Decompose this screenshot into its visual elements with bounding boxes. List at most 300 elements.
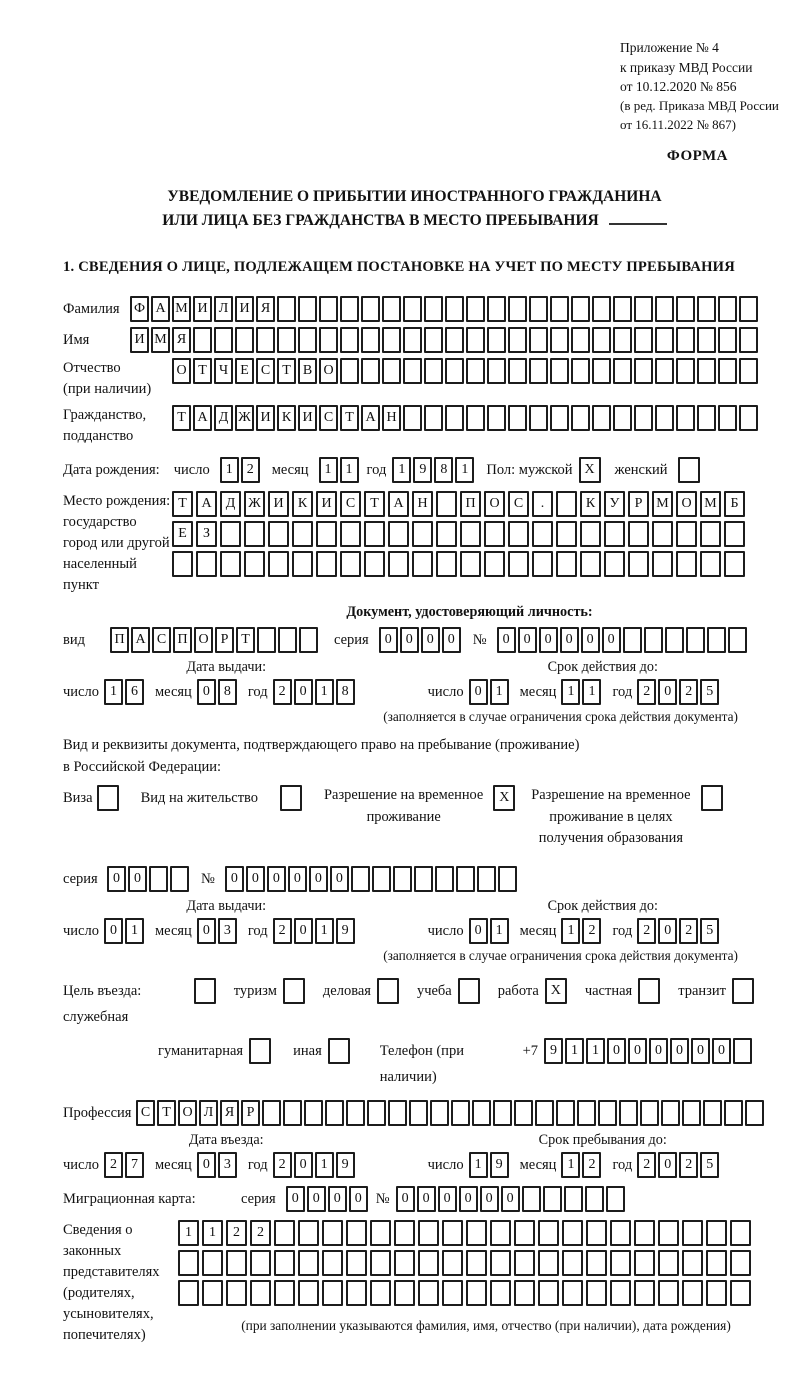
char-cell[interactable] — [700, 521, 721, 547]
char-cell[interactable] — [634, 327, 653, 353]
char-cell[interactable]: 0 — [518, 627, 537, 653]
char-cell[interactable] — [322, 1250, 343, 1276]
char-cell[interactable] — [346, 1100, 365, 1126]
char-cell[interactable]: 0 — [670, 1038, 689, 1064]
char-cell[interactable] — [235, 327, 254, 353]
char-cell[interactable] — [613, 358, 632, 384]
char-cell[interactable] — [214, 327, 233, 353]
char-cell[interactable] — [277, 327, 296, 353]
char-cell[interactable] — [529, 405, 548, 431]
char-cell[interactable] — [466, 1220, 487, 1246]
char-cell[interactable] — [508, 327, 527, 353]
char-cell[interactable] — [718, 327, 737, 353]
char-cell[interactable]: 0 — [197, 1152, 216, 1178]
char-cell[interactable] — [414, 866, 433, 892]
char-cell[interactable] — [487, 405, 506, 431]
char-cell[interactable]: Т — [277, 358, 296, 384]
char-cell[interactable] — [598, 1100, 617, 1126]
char-cell[interactable] — [304, 1100, 323, 1126]
char-cell[interactable] — [676, 296, 695, 322]
char-cell[interactable] — [412, 551, 433, 577]
char-cell[interactable] — [592, 327, 611, 353]
char-cell[interactable] — [634, 1280, 655, 1306]
char-cell[interactable]: 3 — [218, 1152, 237, 1178]
char-cell[interactable] — [250, 1280, 271, 1306]
char-cell[interactable] — [292, 551, 313, 577]
char-cell[interactable]: П — [110, 627, 129, 653]
char-cell[interactable] — [730, 1220, 751, 1246]
char-cell[interactable] — [508, 551, 529, 577]
char-cell[interactable]: 9 — [336, 918, 355, 944]
char-cell[interactable] — [564, 1186, 583, 1212]
char-cell[interactable]: 6 — [125, 679, 144, 705]
char-cell[interactable] — [529, 296, 548, 322]
char-cell[interactable]: 0 — [459, 1186, 478, 1212]
char-cell[interactable] — [250, 1250, 271, 1276]
char-cell[interactable] — [268, 521, 289, 547]
char-cell[interactable] — [739, 358, 758, 384]
char-cell[interactable] — [535, 1100, 554, 1126]
char-cell[interactable]: . — [532, 491, 553, 517]
char-cell[interactable] — [490, 1220, 511, 1246]
char-cell[interactable] — [466, 405, 485, 431]
char-cell[interactable]: 0 — [628, 1038, 647, 1064]
char-cell[interactable] — [340, 551, 361, 577]
char-cell[interactable] — [382, 358, 401, 384]
other-checkbox-cell[interactable] — [328, 1038, 350, 1064]
char-cell[interactable]: 0 — [560, 627, 579, 653]
char-cell[interactable] — [460, 521, 481, 547]
char-cell[interactable] — [403, 296, 422, 322]
char-cell[interactable] — [274, 1280, 295, 1306]
char-cell[interactable] — [490, 1280, 511, 1306]
char-cell[interactable]: С — [319, 405, 338, 431]
char-cell[interactable] — [244, 521, 265, 547]
char-cell[interactable] — [652, 551, 673, 577]
char-cell[interactable]: 0 — [497, 627, 516, 653]
char-cell[interactable]: Т — [193, 358, 212, 384]
char-cell[interactable] — [532, 551, 553, 577]
char-cell[interactable] — [451, 1100, 470, 1126]
char-cell[interactable] — [586, 1250, 607, 1276]
char-cell[interactable] — [658, 1250, 679, 1276]
char-cell[interactable] — [634, 358, 653, 384]
char-cell[interactable] — [703, 1100, 722, 1126]
char-cell[interactable] — [466, 358, 485, 384]
char-cell[interactable] — [278, 627, 297, 653]
char-cell[interactable] — [529, 358, 548, 384]
char-cell[interactable] — [316, 521, 337, 547]
char-cell[interactable] — [466, 1280, 487, 1306]
char-cell[interactable]: К — [292, 491, 313, 517]
char-cell[interactable] — [283, 1100, 302, 1126]
char-cell[interactable]: 2 — [582, 918, 601, 944]
char-cell[interactable]: 2 — [104, 1152, 123, 1178]
char-cell[interactable]: 0 — [469, 679, 488, 705]
char-cell[interactable] — [220, 521, 241, 547]
char-cell[interactable] — [220, 551, 241, 577]
char-cell[interactable] — [418, 1250, 439, 1276]
char-cell[interactable] — [346, 1220, 367, 1246]
char-cell[interactable] — [676, 551, 697, 577]
char-cell[interactable] — [606, 1186, 625, 1212]
char-cell[interactable]: 0 — [501, 1186, 520, 1212]
char-cell[interactable] — [514, 1250, 535, 1276]
char-cell[interactable] — [571, 296, 590, 322]
char-cell[interactable]: С — [340, 491, 361, 517]
char-cell[interactable]: И — [130, 327, 149, 353]
char-cell[interactable]: 1 — [315, 1152, 334, 1178]
char-cell[interactable] — [676, 327, 695, 353]
char-cell[interactable]: 2 — [679, 679, 698, 705]
char-cell[interactable] — [706, 1280, 727, 1306]
char-cell[interactable] — [745, 1100, 764, 1126]
char-cell[interactable] — [346, 1250, 367, 1276]
char-cell[interactable] — [172, 551, 193, 577]
char-cell[interactable]: Р — [241, 1100, 260, 1126]
char-cell[interactable] — [508, 296, 527, 322]
char-cell[interactable] — [538, 1280, 559, 1306]
char-cell[interactable]: 0 — [400, 627, 419, 653]
char-cell[interactable] — [466, 1250, 487, 1276]
char-cell[interactable]: И — [235, 296, 254, 322]
char-cell[interactable]: 0 — [396, 1186, 415, 1212]
char-cell[interactable]: 0 — [246, 866, 265, 892]
char-cell[interactable]: Д — [214, 405, 233, 431]
char-cell[interactable] — [445, 296, 464, 322]
char-cell[interactable] — [508, 358, 527, 384]
char-cell[interactable]: Б — [724, 491, 745, 517]
char-cell[interactable]: Ж — [235, 405, 254, 431]
char-cell[interactable] — [634, 296, 653, 322]
char-cell[interactable] — [409, 1100, 428, 1126]
char-cell[interactable] — [361, 358, 380, 384]
char-cell[interactable] — [728, 627, 747, 653]
char-cell[interactable]: А — [131, 627, 150, 653]
char-cell[interactable] — [277, 296, 296, 322]
char-cell[interactable] — [298, 1220, 319, 1246]
char-cell[interactable] — [724, 521, 745, 547]
char-cell[interactable] — [733, 1038, 752, 1064]
char-cell[interactable]: Т — [157, 1100, 176, 1126]
char-cell[interactable] — [556, 521, 577, 547]
char-cell[interactable] — [529, 327, 548, 353]
char-cell[interactable] — [562, 1280, 583, 1306]
char-cell[interactable] — [442, 1250, 463, 1276]
char-cell[interactable]: 0 — [307, 1186, 326, 1212]
char-cell[interactable] — [319, 327, 338, 353]
char-cell[interactable] — [388, 551, 409, 577]
char-cell[interactable] — [394, 1280, 415, 1306]
char-cell[interactable] — [550, 405, 569, 431]
char-cell[interactable]: 1 — [490, 679, 509, 705]
char-cell[interactable]: 2 — [226, 1220, 247, 1246]
char-cell[interactable]: Т — [236, 627, 255, 653]
char-cell[interactable]: 0 — [197, 679, 216, 705]
char-cell[interactable] — [655, 405, 674, 431]
char-cell[interactable]: Ф — [130, 296, 149, 322]
char-cell[interactable] — [202, 1250, 223, 1276]
char-cell[interactable] — [562, 1220, 583, 1246]
work-checkbox-cell[interactable]: X — [545, 978, 567, 1004]
char-cell[interactable] — [628, 551, 649, 577]
char-cell[interactable]: 9 — [490, 1152, 509, 1178]
char-cell[interactable] — [697, 358, 716, 384]
char-cell[interactable]: О — [194, 627, 213, 653]
char-cell[interactable]: Е — [235, 358, 254, 384]
char-cell[interactable] — [730, 1250, 751, 1276]
char-cell[interactable] — [718, 296, 737, 322]
char-cell[interactable]: А — [193, 405, 212, 431]
char-cell[interactable]: А — [151, 296, 170, 322]
char-cell[interactable] — [445, 405, 464, 431]
char-cell[interactable] — [543, 1186, 562, 1212]
char-cell[interactable]: 0 — [197, 918, 216, 944]
char-cell[interactable] — [412, 521, 433, 547]
private-checkbox-cell[interactable] — [638, 978, 660, 1004]
char-cell[interactable] — [370, 1250, 391, 1276]
char-cell[interactable]: О — [178, 1100, 197, 1126]
char-cell[interactable] — [393, 866, 412, 892]
visa-checkbox-cell[interactable] — [97, 785, 119, 811]
char-cell[interactable]: 0 — [649, 1038, 668, 1064]
tourism-checkbox-cell[interactable] — [283, 978, 305, 1004]
char-cell[interactable] — [556, 1100, 575, 1126]
char-cell[interactable]: 2 — [637, 679, 656, 705]
char-cell[interactable] — [370, 1220, 391, 1246]
char-cell[interactable] — [487, 327, 506, 353]
char-cell[interactable] — [665, 627, 684, 653]
char-cell[interactable] — [634, 1220, 655, 1246]
char-cell[interactable]: 0 — [379, 627, 398, 653]
char-cell[interactable]: 1 — [490, 918, 509, 944]
char-cell[interactable]: Р — [215, 627, 234, 653]
char-cell[interactable]: 7 — [125, 1152, 144, 1178]
char-cell[interactable]: 5 — [700, 1152, 719, 1178]
residence-permit-checkbox-cell[interactable] — [280, 785, 302, 811]
char-cell[interactable]: С — [152, 627, 171, 653]
char-cell[interactable]: 1 — [561, 679, 580, 705]
char-cell[interactable] — [456, 866, 475, 892]
char-cell[interactable] — [686, 627, 705, 653]
char-cell[interactable]: 0 — [107, 866, 126, 892]
char-cell[interactable] — [319, 296, 338, 322]
char-cell[interactable] — [655, 358, 674, 384]
char-cell[interactable]: Е — [172, 521, 193, 547]
char-cell[interactable] — [571, 358, 590, 384]
char-cell[interactable]: 0 — [658, 918, 677, 944]
char-cell[interactable]: 1 — [202, 1220, 223, 1246]
char-cell[interactable] — [487, 296, 506, 322]
char-cell[interactable] — [466, 296, 485, 322]
char-cell[interactable] — [299, 627, 318, 653]
char-cell[interactable] — [274, 1220, 295, 1246]
char-cell[interactable] — [571, 327, 590, 353]
char-cell[interactable] — [149, 866, 168, 892]
char-cell[interactable] — [628, 521, 649, 547]
char-cell[interactable] — [592, 358, 611, 384]
char-cell[interactable] — [613, 327, 632, 353]
char-cell[interactable]: 0 — [267, 866, 286, 892]
char-cell[interactable] — [193, 327, 212, 353]
char-cell[interactable] — [586, 1220, 607, 1246]
char-cell[interactable] — [682, 1100, 701, 1126]
char-cell[interactable]: 1 — [340, 457, 359, 483]
char-cell[interactable] — [682, 1220, 703, 1246]
char-cell[interactable] — [178, 1250, 199, 1276]
char-cell[interactable]: Л — [199, 1100, 218, 1126]
char-cell[interactable]: О — [319, 358, 338, 384]
char-cell[interactable] — [436, 551, 457, 577]
char-cell[interactable] — [226, 1280, 247, 1306]
char-cell[interactable] — [484, 551, 505, 577]
char-cell[interactable] — [460, 551, 481, 577]
char-cell[interactable] — [493, 1100, 512, 1126]
char-cell[interactable] — [340, 296, 359, 322]
temp-residence-education-checkbox-cell[interactable] — [701, 785, 723, 811]
char-cell[interactable]: Т — [172, 491, 193, 517]
char-cell[interactable]: 0 — [469, 918, 488, 944]
char-cell[interactable] — [697, 327, 716, 353]
char-cell[interactable]: И — [316, 491, 337, 517]
char-cell[interactable]: 0 — [607, 1038, 626, 1064]
char-cell[interactable] — [477, 866, 496, 892]
char-cell[interactable] — [676, 358, 695, 384]
char-cell[interactable]: 0 — [288, 866, 307, 892]
char-cell[interactable] — [655, 296, 674, 322]
char-cell[interactable] — [256, 327, 275, 353]
char-cell[interactable] — [718, 358, 737, 384]
char-cell[interactable]: 0 — [421, 627, 440, 653]
char-cell[interactable] — [682, 1250, 703, 1276]
char-cell[interactable] — [592, 405, 611, 431]
char-cell[interactable]: 0 — [438, 1186, 457, 1212]
char-cell[interactable] — [610, 1250, 631, 1276]
char-cell[interactable] — [538, 1220, 559, 1246]
char-cell[interactable] — [472, 1100, 491, 1126]
char-cell[interactable] — [322, 1280, 343, 1306]
char-cell[interactable] — [372, 866, 391, 892]
char-cell[interactable]: 2 — [273, 918, 292, 944]
char-cell[interactable]: А — [361, 405, 380, 431]
char-cell[interactable] — [424, 405, 443, 431]
char-cell[interactable] — [676, 405, 695, 431]
char-cell[interactable]: Н — [412, 491, 433, 517]
char-cell[interactable] — [532, 521, 553, 547]
char-cell[interactable]: 8 — [434, 457, 453, 483]
char-cell[interactable] — [382, 327, 401, 353]
char-cell[interactable]: Т — [364, 491, 385, 517]
char-cell[interactable]: 0 — [286, 1186, 305, 1212]
char-cell[interactable] — [592, 296, 611, 322]
char-cell[interactable] — [442, 1220, 463, 1246]
char-cell[interactable] — [739, 405, 758, 431]
char-cell[interactable] — [550, 296, 569, 322]
char-cell[interactable] — [340, 358, 359, 384]
char-cell[interactable]: 0 — [128, 866, 147, 892]
char-cell[interactable] — [388, 521, 409, 547]
char-cell[interactable] — [403, 327, 422, 353]
char-cell[interactable]: 8 — [336, 679, 355, 705]
char-cell[interactable] — [257, 627, 276, 653]
char-cell[interactable] — [724, 1100, 743, 1126]
char-cell[interactable]: К — [277, 405, 296, 431]
char-cell[interactable] — [316, 551, 337, 577]
char-cell[interactable]: Ч — [214, 358, 233, 384]
char-cell[interactable] — [370, 1280, 391, 1306]
char-cell[interactable]: 2 — [582, 1152, 601, 1178]
char-cell[interactable] — [658, 1280, 679, 1306]
char-cell[interactable] — [262, 1100, 281, 1126]
char-cell[interactable] — [550, 327, 569, 353]
char-cell[interactable]: 0 — [294, 679, 313, 705]
char-cell[interactable]: 1 — [565, 1038, 584, 1064]
char-cell[interactable] — [170, 866, 189, 892]
char-cell[interactable]: 8 — [218, 679, 237, 705]
char-cell[interactable]: Я — [256, 296, 275, 322]
char-cell[interactable] — [562, 1250, 583, 1276]
char-cell[interactable] — [487, 358, 506, 384]
char-cell[interactable] — [682, 1280, 703, 1306]
char-cell[interactable] — [640, 1100, 659, 1126]
char-cell[interactable]: М — [172, 296, 191, 322]
char-cell[interactable]: 2 — [250, 1220, 271, 1246]
char-cell[interactable]: 0 — [658, 1152, 677, 1178]
char-cell[interactable]: О — [172, 358, 191, 384]
char-cell[interactable] — [623, 627, 642, 653]
char-cell[interactable] — [556, 491, 577, 517]
char-cell[interactable] — [739, 296, 758, 322]
char-cell[interactable] — [424, 296, 443, 322]
temp-residence-checkbox-cell[interactable]: X — [493, 785, 515, 811]
business-checkbox-cell[interactable] — [377, 978, 399, 1004]
char-cell[interactable] — [340, 327, 359, 353]
char-cell[interactable] — [585, 1186, 604, 1212]
char-cell[interactable] — [571, 405, 590, 431]
char-cell[interactable] — [244, 551, 265, 577]
char-cell[interactable]: 0 — [294, 1152, 313, 1178]
char-cell[interactable] — [514, 1100, 533, 1126]
char-cell[interactable]: 1 — [392, 457, 411, 483]
char-cell[interactable]: 0 — [602, 627, 621, 653]
char-cell[interactable]: М — [652, 491, 673, 517]
char-cell[interactable] — [268, 551, 289, 577]
char-cell[interactable]: Я — [172, 327, 191, 353]
char-cell[interactable] — [364, 521, 385, 547]
char-cell[interactable] — [361, 327, 380, 353]
char-cell[interactable]: 1 — [319, 457, 338, 483]
official-checkbox-cell[interactable] — [194, 978, 216, 1004]
char-cell[interactable]: К — [580, 491, 601, 517]
char-cell[interactable] — [346, 1280, 367, 1306]
char-cell[interactable] — [298, 296, 317, 322]
char-cell[interactable] — [610, 1280, 631, 1306]
char-cell[interactable]: Я — [220, 1100, 239, 1126]
char-cell[interactable] — [445, 327, 464, 353]
char-cell[interactable]: У — [604, 491, 625, 517]
char-cell[interactable]: 2 — [679, 1152, 698, 1178]
char-cell[interactable]: 0 — [225, 866, 244, 892]
char-cell[interactable] — [292, 521, 313, 547]
humanitarian-checkbox-cell[interactable] — [249, 1038, 271, 1064]
char-cell[interactable] — [634, 1250, 655, 1276]
char-cell[interactable] — [514, 1220, 535, 1246]
char-cell[interactable] — [388, 1100, 407, 1126]
char-cell[interactable] — [325, 1100, 344, 1126]
char-cell[interactable] — [652, 521, 673, 547]
char-cell[interactable] — [442, 1280, 463, 1306]
char-cell[interactable] — [522, 1186, 541, 1212]
